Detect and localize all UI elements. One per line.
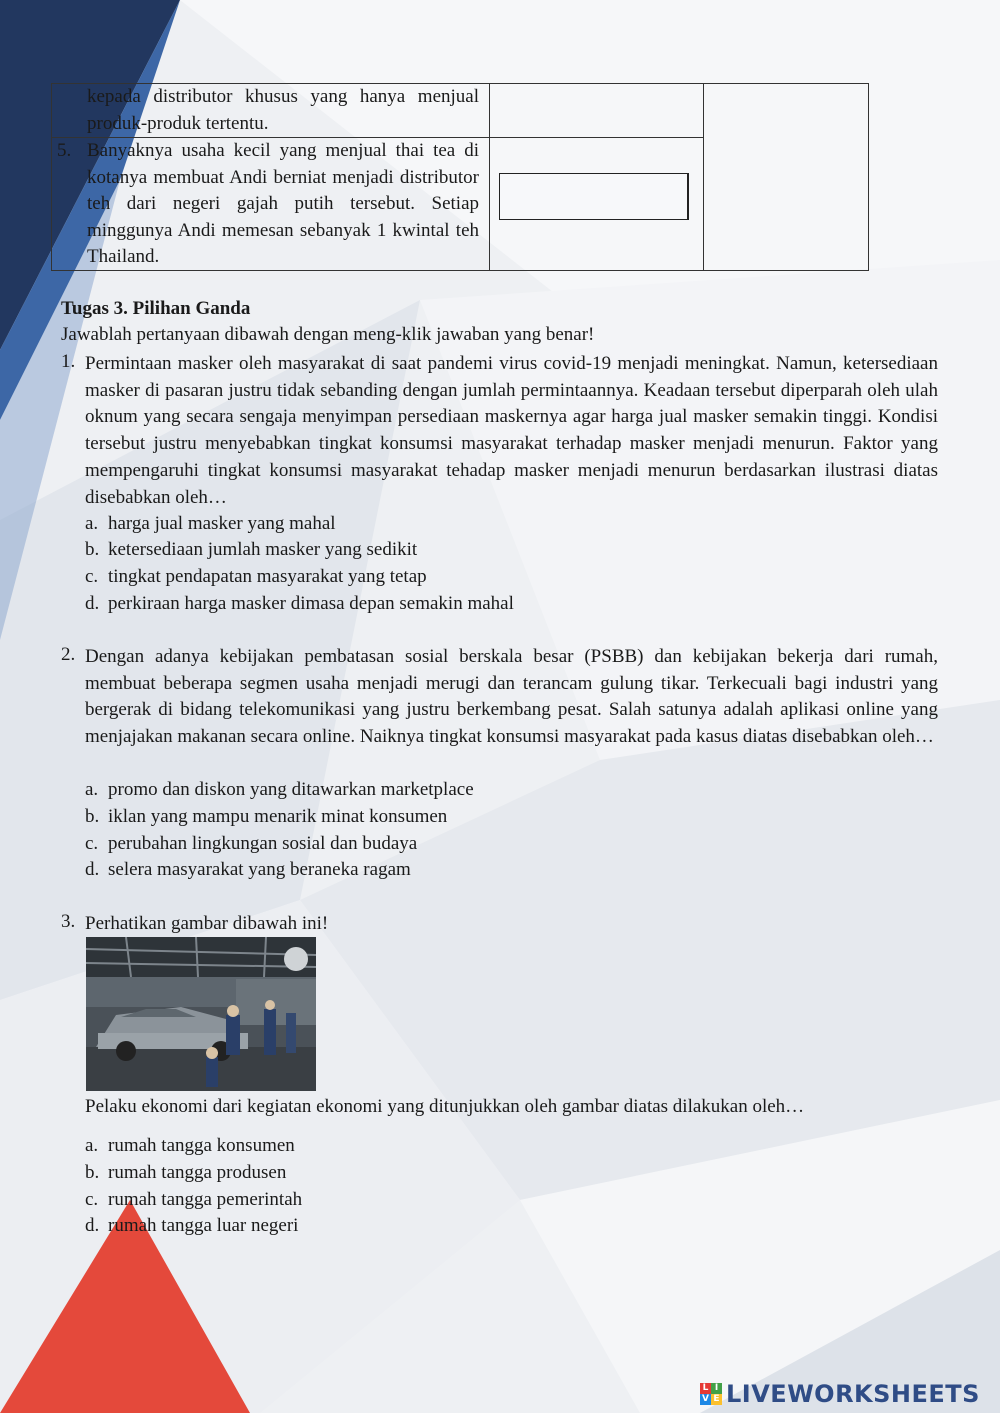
question-1-number: 1.: [61, 351, 76, 372]
question-2-number: 2.: [61, 644, 76, 665]
option-letter: a.: [85, 1135, 99, 1156]
table-cell-row4-text: kepada distributor khusus yang hanya menjual produk-produk tertentu.: [87, 86, 479, 134]
question-2-option-c[interactable]: [85, 831, 417, 858]
liveworksheets-logo: [700, 1378, 980, 1410]
question-3-option-b[interactable]: [85, 1160, 286, 1187]
option-text: perkiraan harga masker dimasa depan semakin mahal: [108, 593, 514, 614]
option-text: harga jual masker yang mahal: [108, 513, 336, 534]
liveworksheets-logo-icon: L I V E: [700, 1383, 722, 1405]
question-3-followup: Pelaku ekonomi dari kegiatan ekonomi yang ditunjukkan oleh gambar diatas dilakukan oleh…: [85, 1096, 805, 1117]
question-3-text: Perhatikan gambar dibawah ini!: [85, 913, 329, 934]
option-text: rumah tangga produsen: [108, 1162, 287, 1183]
answer-input-box[interactable]: [499, 173, 689, 220]
question-2-option-d[interactable]: [85, 857, 411, 884]
question-2-option-a[interactable]: [85, 777, 474, 804]
option-letter: d.: [85, 593, 100, 614]
section-instruction: Jawablah pertanyaan dibawah dengan meng-klik jawaban yang benar!: [61, 324, 595, 345]
answer-table: [51, 83, 869, 271]
option-letter: c.: [85, 1189, 99, 1210]
option-text: promo dan diskon yang ditawarkan marketplace: [108, 779, 474, 800]
option-text: tingkat pendapatan masyarakat yang tetap: [108, 566, 427, 587]
option-text: ketersediaan jumlah masker yang sedikit: [108, 539, 418, 560]
question-3-option-c[interactable]: [85, 1187, 302, 1214]
section-heading: Tugas 3. Pilihan Ganda: [61, 298, 251, 319]
question-1-option-b[interactable]: [85, 537, 417, 564]
option-letter: a.: [85, 513, 99, 534]
question-1-option-a[interactable]: [85, 511, 336, 538]
option-letter: a.: [85, 779, 99, 800]
question-3-number: 3.: [61, 911, 76, 932]
option-letter: d.: [85, 859, 100, 880]
question-1-option-d[interactable]: [85, 591, 514, 618]
question-2-option-b[interactable]: [85, 804, 447, 831]
option-letter: c.: [85, 833, 99, 854]
table-cell-row5-text: Banyaknya usaha kecil yang menjual thai tea di kotanya membuat Andi berniat menjadi distributor teh dari negeri gajah putih tersebut. Setiap minggunya Andi memesan sebanyak 1 kwintal teh Thailand.: [87, 140, 479, 267]
option-letter: b.: [85, 806, 100, 827]
option-letter: c.: [85, 566, 99, 587]
option-text: rumah tangga pemerintah: [108, 1189, 303, 1210]
option-text: perubahan lingkungan sosial dan budaya: [108, 833, 418, 854]
question-2-text: Dengan adanya kebijakan pembatasan sosial berskala besar (PSBB) dan kebijakan bekerja dari rumah, membuat beberapa segmen usaha menjadi merugi dan terancam gulung tikar. Terkecuali bagi industri yang bergerak di bidang telekomunikasi yang justru berkembang pesat. Salah satunya adalah aplikasi online yang menjajakan makanan secara online. Naiknya tingkat konsumsi masyarakat pada kasus diatas disebabkan oleh…: [85, 646, 938, 748]
table-row5-number: 5.: [57, 140, 72, 161]
car-factory-photo: [86, 937, 316, 1091]
option-letter: b.: [85, 1162, 100, 1183]
question-1-text: Permintaan masker oleh masyarakat di saat pandemi virus covid-19 menjadi meningkat. Namun, ketersediaan masker di pasaran justru tidak sebanding dengan jumlah permintaannya. Keadaan tersebut diperparah oleh ulah oknum yang secara sengaja menyimpan persediaan maskernya agar harga jual masker semakin tinggi. Kondisi tersebut justru menyebabkan tingkat konsumsi masyarakat terhadap masker menjadi menurun. Faktor yang mempengaruhi tingkat konsumsi masyarakat tehadap masker menjadi menurun berdasarkan ilustrasi diatas disebabkan oleh…: [85, 353, 938, 508]
option-text: rumah tangga konsumen: [108, 1135, 295, 1156]
question-3-option-d[interactable]: [85, 1213, 298, 1240]
option-letter: b.: [85, 539, 100, 560]
option-text: iklan yang mampu menarik minat konsumen: [108, 806, 448, 827]
option-text: selera masyarakat yang beraneka ragam: [108, 859, 411, 880]
question-3-option-a[interactable]: [85, 1133, 295, 1160]
option-letter: d.: [85, 1215, 100, 1236]
logo-text: LIVEWORKSHEETS: [726, 1380, 980, 1408]
option-text: rumah tangga luar negeri: [108, 1215, 299, 1236]
question-1-option-c[interactable]: [85, 564, 427, 591]
